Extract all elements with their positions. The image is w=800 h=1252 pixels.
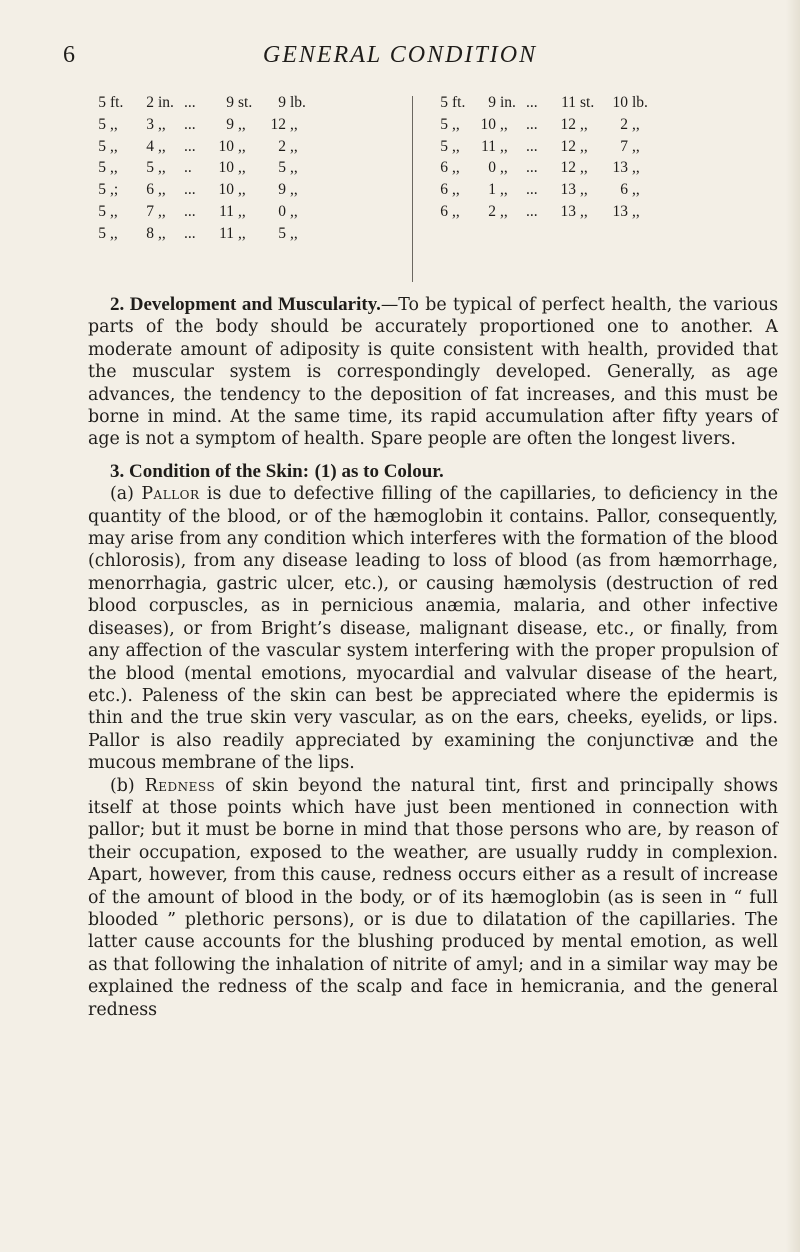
cell-in-unit: in. bbox=[500, 94, 516, 111]
cell-st-unit: ,, bbox=[238, 137, 246, 155]
cell-in-unit: ,, bbox=[500, 115, 508, 133]
section-development bbox=[88, 294, 778, 451]
redness-body: of skin beyond the natural tint, first and principally shows itself at those points which have just been mentioned in connection with pallor; but it must be borne in mind that those persons who are, by reason of their occupation, exposed to the weather, are usually ruddy in complexion. Apart, however, from this cause, redness occurs either as a result of increase of the amount of blood in the body, or of its hæmoglobin (as is seen in “ full blooded ” plethoric persons), or is due to dilatation of the capillaries. The latter cause accounts for the blushing produced by mental emotion, as well as that following the inhalation of nitrite of amyl; and in a similar way may be explained the redness of the scalp and face in hemicrania, and the general redness bbox=[88, 775, 778, 1020]
cell-ft: 6 bbox=[440, 202, 448, 220]
cell-in-unit: ,, bbox=[500, 137, 508, 155]
cell-in-unit: in. bbox=[158, 94, 174, 111]
redness-paragraph bbox=[88, 775, 778, 1021]
redness-term: Redness bbox=[144, 775, 216, 796]
cell-ft: 5 bbox=[98, 115, 106, 133]
cell-st-unit: ,, bbox=[238, 202, 246, 220]
body-text bbox=[88, 294, 778, 1021]
height-weight-row bbox=[432, 201, 662, 223]
cell-st-unit: st. bbox=[580, 94, 595, 111]
cell-in-unit: ,, bbox=[500, 181, 508, 199]
cell-lb: 13 bbox=[612, 159, 628, 177]
cell-st: 13 bbox=[560, 181, 576, 199]
cell-in-unit: ,, bbox=[158, 137, 166, 155]
height-weight-column-right bbox=[432, 92, 662, 223]
cell-in-unit: ,, bbox=[158, 159, 166, 177]
cell-ft-unit: ,; bbox=[110, 181, 119, 199]
cell-ft-unit: ,, bbox=[452, 202, 460, 220]
page-edge-shadow bbox=[786, 0, 800, 1252]
cell-st: 9 bbox=[226, 115, 234, 133]
section-skin-heading bbox=[88, 461, 778, 483]
height-weight-row bbox=[432, 179, 662, 201]
section-3-subheading: (1) as to Colour. bbox=[314, 460, 444, 482]
pallor-label: (a) bbox=[110, 484, 134, 505]
cell-ft: 5 bbox=[440, 115, 448, 133]
cell-dots: ... bbox=[526, 202, 538, 220]
cell-lb-unit: ,, bbox=[290, 115, 298, 133]
height-weight-row bbox=[90, 114, 320, 136]
cell-st: 13 bbox=[560, 202, 576, 220]
cell-ft: 5 bbox=[440, 137, 448, 155]
cell-in: 10 bbox=[480, 115, 496, 133]
cell-ft: 5 bbox=[98, 159, 106, 177]
cell-dots: ... bbox=[184, 224, 196, 242]
cell-dots: ... bbox=[184, 181, 196, 199]
section-2-heading: 2. Development and Muscularity. bbox=[110, 294, 381, 315]
cell-lb-unit: ,, bbox=[290, 224, 298, 242]
cell-dots: .. bbox=[184, 159, 192, 177]
cell-ft-unit: ,, bbox=[110, 202, 118, 220]
cell-ft: 5 bbox=[98, 181, 106, 199]
cell-ft-unit: ,, bbox=[452, 181, 460, 199]
height-weight-row bbox=[432, 136, 662, 158]
cell-ft-unit: ft. bbox=[110, 94, 124, 111]
height-weight-row bbox=[432, 157, 662, 179]
cell-in: 3 bbox=[146, 115, 154, 133]
cell-st-unit: ,, bbox=[238, 115, 246, 133]
cell-st: 12 bbox=[560, 137, 576, 155]
cell-ft-unit: ,, bbox=[110, 137, 118, 155]
section-2-body: —To be typical of perfect health, the various parts of the body should be accurately proportioned one to another. A moderate amount of adiposity is quite consistent with health, provided that the muscular system is correspondingly developed. Generally, as age advances, the tendency to the deposition of fat increases, and this must be borne in mind. At the same time, its rapid accumulation after fifty years of age is not a symptom of health. Spare people are often the longest livers. bbox=[88, 295, 778, 450]
cell-ft: 5 bbox=[98, 94, 106, 111]
height-weight-row bbox=[90, 201, 320, 223]
cell-in: 9 bbox=[488, 94, 496, 111]
cell-in-unit: ,, bbox=[500, 202, 508, 220]
cell-lb-unit: lb. bbox=[632, 94, 648, 111]
cell-lb: 10 bbox=[612, 94, 628, 111]
cell-dots: ... bbox=[526, 137, 538, 155]
cell-lb-unit: ,, bbox=[632, 137, 640, 155]
cell-st: 11 bbox=[219, 202, 234, 220]
section-3-heading: 3. Condition of the Skin: bbox=[110, 460, 310, 482]
cell-ft: 5 bbox=[98, 137, 106, 155]
cell-in: 7 bbox=[146, 202, 154, 220]
cell-lb-unit: ,, bbox=[290, 159, 298, 177]
cell-dots: ... bbox=[526, 181, 538, 199]
cell-ft: 5 bbox=[98, 224, 106, 242]
cell-lb-unit: ,, bbox=[632, 202, 640, 220]
cell-in: 11 bbox=[481, 137, 496, 155]
cell-dots: ... bbox=[526, 115, 538, 133]
height-weight-row bbox=[90, 157, 320, 179]
cell-lb: 13 bbox=[612, 202, 628, 220]
page-header bbox=[55, 42, 745, 76]
cell-st-unit: st. bbox=[238, 94, 253, 111]
cell-in: 5 bbox=[146, 159, 154, 177]
cell-in: 2 bbox=[488, 202, 496, 220]
height-weight-row bbox=[90, 136, 320, 158]
cell-lb-unit: ,, bbox=[290, 137, 298, 155]
cell-st: 10 bbox=[218, 159, 234, 177]
height-weight-column-left bbox=[90, 92, 320, 245]
cell-ft-unit: ,, bbox=[110, 115, 118, 133]
cell-ft: 5 bbox=[440, 94, 448, 111]
cell-st-unit: ,, bbox=[580, 159, 588, 177]
cell-lb: 6 bbox=[620, 181, 628, 199]
cell-ft: 6 bbox=[440, 159, 448, 177]
cell-lb-unit: ,, bbox=[290, 181, 298, 199]
cell-in: 6 bbox=[146, 181, 154, 199]
cell-dots: ... bbox=[526, 94, 538, 111]
cell-st: 10 bbox=[218, 137, 234, 155]
height-weight-row bbox=[432, 114, 662, 136]
redness-label: (b) bbox=[110, 775, 135, 796]
cell-ft-unit: ,, bbox=[110, 159, 118, 177]
cell-st: 9 bbox=[226, 94, 234, 111]
cell-lb: 2 bbox=[620, 115, 628, 133]
cell-in-unit: ,, bbox=[158, 202, 166, 220]
cell-dots: ... bbox=[184, 94, 196, 111]
height-weight-row bbox=[432, 92, 662, 114]
height-weight-row bbox=[90, 179, 320, 201]
cell-st: 11 bbox=[561, 94, 576, 111]
pallor-paragraph bbox=[88, 483, 778, 774]
pallor-term: Pallor bbox=[141, 484, 200, 505]
cell-ft-unit: ,, bbox=[110, 224, 118, 242]
cell-in: 0 bbox=[488, 159, 496, 177]
cell-st-unit: ,, bbox=[580, 137, 588, 155]
running-head: GENERAL CONDITION bbox=[262, 42, 538, 68]
cell-lb: 2 bbox=[278, 137, 286, 155]
cell-st-unit: ,, bbox=[238, 181, 246, 199]
height-weight-row bbox=[90, 223, 320, 245]
pallor-body: is due to defective filling of the capillaries, to deficiency in the quantity of the blood, or of the hæmoglobin it contains. Pallor, consequently, may arise from any condition which interferes with the formation of the blood (chlorosis), from any disease leading to loss of blood (as from hæmorrhage, menorrhagia, gastric ulcer, etc.), or causing hæmolysis (destruction of red blood corpuscles, as in pernicious anæmia, malaria, and other infective diseases), or from Bright’s disease, malignant disease, etc., or finally, from any affection of the vascular system interfering with the proper propulsion of the blood (mental emotions, myocardial and valvular disease of the heart, etc.). Paleness of the skin can best be appreciated where the epidermis is thin and the true skin very vascular, as on the ears, cheeks, eyelids, or lips. Pallor is also readily appreciated by examining the conjunctivæ and the mucous membrane of the lips. bbox=[88, 484, 779, 774]
cell-lb: 5 bbox=[278, 224, 286, 242]
cell-in: 1 bbox=[488, 181, 496, 199]
cell-dots: ... bbox=[184, 115, 196, 133]
cell-ft-unit: ,, bbox=[452, 115, 460, 133]
cell-lb-unit: ,, bbox=[290, 202, 298, 220]
cell-in-unit: ,, bbox=[158, 224, 166, 242]
cell-st: 12 bbox=[560, 159, 576, 177]
cell-in-unit: ,, bbox=[158, 181, 166, 199]
cell-st-unit: ,, bbox=[238, 159, 246, 177]
cell-st: 10 bbox=[218, 181, 234, 199]
height-weight-row bbox=[90, 92, 320, 114]
cell-lb-unit: ,, bbox=[632, 115, 640, 133]
cell-ft-unit: ft. bbox=[452, 94, 466, 111]
cell-lb: 5 bbox=[278, 159, 286, 177]
cell-st-unit: ,, bbox=[238, 224, 246, 242]
cell-lb-unit: ,, bbox=[632, 159, 640, 177]
cell-lb: 9 bbox=[278, 94, 286, 111]
cell-lb: 9 bbox=[278, 181, 286, 199]
cell-ft: 6 bbox=[440, 181, 448, 199]
cell-lb-unit: ,, bbox=[632, 181, 640, 199]
cell-in: 8 bbox=[146, 224, 154, 242]
cell-dots: ... bbox=[526, 159, 538, 177]
cell-st: 12 bbox=[560, 115, 576, 133]
cell-in-unit: ,, bbox=[158, 115, 166, 133]
cell-lb-unit: lb. bbox=[290, 94, 306, 111]
page-number: 6 bbox=[63, 42, 75, 68]
cell-ft-unit: ,, bbox=[452, 159, 460, 177]
cell-in: 4 bbox=[146, 137, 154, 155]
cell-st-unit: ,, bbox=[580, 181, 588, 199]
cell-st: 11 bbox=[219, 224, 234, 242]
cell-st-unit: ,, bbox=[580, 115, 588, 133]
cell-in: 2 bbox=[146, 94, 154, 111]
cell-lb: 12 bbox=[270, 115, 286, 133]
cell-in-unit: ,, bbox=[500, 159, 508, 177]
cell-dots: ... bbox=[184, 137, 196, 155]
column-divider bbox=[412, 96, 413, 282]
cell-lb: 0 bbox=[278, 202, 286, 220]
cell-lb: 7 bbox=[620, 137, 628, 155]
cell-st-unit: ,, bbox=[580, 202, 588, 220]
cell-ft-unit: ,, bbox=[452, 137, 460, 155]
cell-dots: ... bbox=[184, 202, 196, 220]
cell-ft: 5 bbox=[98, 202, 106, 220]
